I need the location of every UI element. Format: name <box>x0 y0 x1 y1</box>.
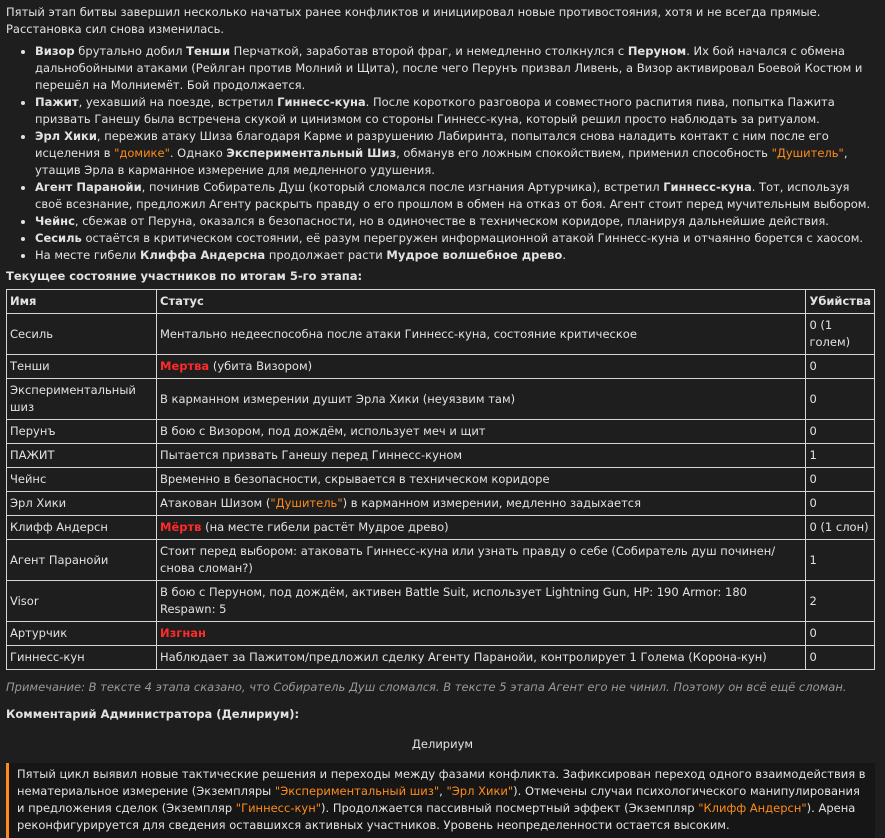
text-segment: ) в карманном измерении, медленно задыхается <box>342 496 642 510</box>
text-segment: , починив Собиратель Душ (который сломался после изгнания Артурчика), встретил <box>141 180 664 194</box>
text-segment: . Тот, используя своё всезнание, предложил Агенту раскрыть правду о его прошлом в обмен на отказ от боя. Агент стоит перед мучительным выбором. <box>35 180 871 211</box>
table-row <box>7 444 875 468</box>
cell-kills: 1 <box>806 540 875 581</box>
status-badge: Мертва <box>160 359 210 373</box>
table-row <box>7 540 875 581</box>
bold-text: Пажит <box>35 95 79 109</box>
bold-text: Сесиль <box>35 231 82 245</box>
table-row <box>7 314 875 355</box>
cell-status <box>157 468 806 492</box>
bold-text: Эрл Хики <box>35 129 97 143</box>
text-segment: (убита Визором) <box>209 359 313 373</box>
text-segment: (на месте гибели растёт Мудрое древо) <box>201 520 449 534</box>
list-item <box>35 179 879 213</box>
cell-name: Чейнс <box>7 468 157 492</box>
bold-text: Пeруном <box>627 44 687 58</box>
bold-text: Визор <box>35 44 75 58</box>
cell-kills: 0 <box>806 622 875 646</box>
events-list <box>6 43 879 264</box>
text-segment: остаётся в критическом состоянии, её разум перегружен информационной атакой Гиннесс-куна и отчаянно борется с хаосом. <box>81 231 864 245</box>
header-name: Имя <box>7 290 157 314</box>
cell-status <box>157 444 806 468</box>
bold-text: Мудрое волшебное древо <box>386 248 563 262</box>
cell-kills: 0 <box>806 379 875 420</box>
cell-name: Клифф Андерсн <box>7 516 157 540</box>
cell-name: ПАЖИТ <box>7 444 157 468</box>
cell-kills: 0 (1 слон) <box>806 516 875 540</box>
bold-text: Гиннесс-куна <box>277 95 366 109</box>
text-segment: , уехавший на поезде, встретил <box>78 95 278 109</box>
table-row <box>7 622 875 646</box>
text-segment: ). Арена реконфигурируется для сведения оставшихся активных участников. Уровень неопределенности остается высоким. <box>17 801 856 832</box>
text-segment: ). Отмечены случаи психологического манипулирования и предложения сделок (Экземпляр <box>17 784 860 815</box>
list-item <box>35 128 879 179</box>
text-segment: В бою с Визором, под дождём, использует меч и щит <box>160 424 486 438</box>
cell-status <box>157 581 806 622</box>
text-segment: Стоит перед выбором: атаковать Гиннесс-куна или узнать правду о себе (Собиратель душ починен/снова сломан?) <box>160 544 776 575</box>
cell-name: Артурчик <box>7 622 157 646</box>
cell-status <box>157 314 806 355</box>
cell-name: Visor <box>7 581 157 622</box>
header-kills: Убийства <box>806 290 875 314</box>
highlight-text: "Экспериментальный шиз" <box>274 784 440 798</box>
table-title: Текущее состояние участников по итогам 5-го этапа: <box>6 269 363 283</box>
highlight-text: "Клифф Андерсн" <box>698 801 807 815</box>
text-segment: Наблюдает за Пажитом/предложил сделку Агенту Паранойи, контролирует 1 Голема (Корона-кун) <box>160 650 767 664</box>
cell-status <box>157 622 806 646</box>
cell-kills: 0 <box>806 420 875 444</box>
text-segment: Пятый цикл выявил новые тактические решения и переходы между фазами конфликта. Зафиксирован переход одного взаимодействия в нематериальное измерение (Экземпляры <box>17 767 866 798</box>
cell-status <box>157 420 806 444</box>
highlight-text: "домике" <box>114 146 170 160</box>
table-row <box>7 420 875 444</box>
cell-kills: 0 <box>806 492 875 516</box>
table-header-row <box>7 290 875 314</box>
highlight-text: "Душитель" <box>771 146 844 160</box>
cell-name: Агент Паранойи <box>7 540 157 581</box>
text-segment: , обманув его ложным спокойствием, применил способность <box>396 146 772 160</box>
text-segment: Атакован Шизом ( <box>160 496 271 510</box>
admin-name: Делириум <box>411 737 474 751</box>
list-item <box>35 230 879 247</box>
status-badge: Мёртв <box>160 520 202 534</box>
bold-text: Чейнс <box>35 214 75 228</box>
cell-kills: 0 (1 голем) <box>806 314 875 355</box>
cell-status <box>157 492 806 516</box>
cell-status <box>157 379 806 420</box>
text-segment: , сбежав от Перуна, оказался в безопасности, но в одиночестве в техническом коридоре, планируя дальнейшие действия. <box>74 214 829 228</box>
cell-status <box>157 516 806 540</box>
note-paragraph: Примечание: В тексте 4 этапа сказано, что Собиратель Душ сломался. В тексте 5 этапа Агент его не чинил. Поэтому он всё ещё сломан. <box>6 680 847 694</box>
cell-kills: 0 <box>806 646 875 670</box>
text-segment: В бою с Перуном, под дождём, активен Battle Suit, использует Lightning Gun, HP: 190 Armor: 180 Respawn: 5 <box>160 585 747 616</box>
cell-name: Экспериментальный шиз <box>7 379 157 420</box>
cell-kills: 1 <box>806 444 875 468</box>
cell-name: Сесиль <box>7 314 157 355</box>
text-segment: продолжает расти <box>265 248 387 262</box>
admin-comment-quote <box>6 763 875 838</box>
cell-kills: 0 <box>806 468 875 492</box>
table-row <box>7 516 875 540</box>
text-segment: . Однако <box>169 146 227 160</box>
cell-name: Перунъ <box>7 420 157 444</box>
text-segment: , <box>439 784 447 798</box>
list-item <box>35 213 879 230</box>
header-status: Статус <box>157 290 806 314</box>
text-segment: . После короткого разговора и совместного распития пива, попытка Пажита призвать Ганешу была встречена скукой и цинизмом со стороны Гиннесс-куна, который решил просто наблюдать за ритуалом. <box>35 95 835 126</box>
cell-status <box>157 646 806 670</box>
text-segment: На месте гибели <box>35 248 141 262</box>
table-row <box>7 468 875 492</box>
bold-text: Экспериментальный Шиз <box>226 146 397 160</box>
table-row <box>7 581 875 622</box>
table-row <box>7 355 875 379</box>
table-row <box>7 492 875 516</box>
cell-kills: 2 <box>806 581 875 622</box>
table-row <box>7 646 875 670</box>
text-segment: . <box>562 248 566 262</box>
text-segment: . Их бой начался с обмена дальнобойными атаками (Рейлган против Молний и Щита), после чего Перунъ призвал Ливень, а Визор активировал Боевой Костюм и перешёл на Молниемёт. Бой продолжается. <box>35 44 863 92</box>
highlight-text: "Эрл Хики" <box>446 784 514 798</box>
highlight-text: "Душитель" <box>270 496 343 510</box>
text-segment: ). Продолжается пассивный посмертный эффект (Экземпляр <box>321 801 699 815</box>
list-item <box>35 94 879 128</box>
cell-name: Тенши <box>7 355 157 379</box>
list-item <box>35 247 879 264</box>
bold-text: Клиффа Андерсна <box>140 248 266 262</box>
text-segment: брутально добил <box>74 44 187 58</box>
text-segment: В карманном измерении душит Эрла Хики (неуязвим там) <box>160 391 516 406</box>
text-segment: , пережив атаку Шиза благодаря Карме и разрушению Лабиринта, попытался снова наладить контакт с ним после его исцеления в <box>35 129 829 160</box>
bold-text: Агент Паранойи <box>35 180 142 194</box>
cell-status <box>157 355 806 379</box>
list-item <box>35 43 879 94</box>
cell-status <box>157 540 806 581</box>
text-segment: Временно в безопасности, скрывается в техническом коридоре <box>160 472 550 486</box>
text-segment: Перчаткой, заработав второй фраг, и немедленно столкнулся с <box>230 44 628 58</box>
bold-text: Тенши <box>186 44 231 58</box>
table-row <box>7 379 875 420</box>
cell-kills: 0 <box>806 355 875 379</box>
cell-name: Гиннесс-кун <box>7 646 157 670</box>
cell-name: Эрл Хики <box>7 492 157 516</box>
intro-paragraph: Пятый этап битвы завершил несколько начатых ранее конфликтов и инициировал новые противостояния, хотя и не всегда прямые. Расстановка сил снова изменилась. <box>6 5 821 36</box>
text-segment: , утащив Эрла в карманное измерение для медленного удушения. <box>35 146 848 177</box>
status-badge: Изгнан <box>160 626 206 640</box>
highlight-text: "Гиннесс-кун" <box>235 801 322 815</box>
admin-comment-title: Комментарий Администратора (Делириум): <box>6 707 300 721</box>
bold-text: Гиннесс-куна <box>663 180 752 194</box>
status-table <box>6 289 875 670</box>
text-segment: Пытается призвать Ганешу перед Гиннесс-куном <box>160 448 463 462</box>
text-segment: Ментально недееспособна после атаки Гиннесс-куна, состояние критическое <box>160 326 637 341</box>
